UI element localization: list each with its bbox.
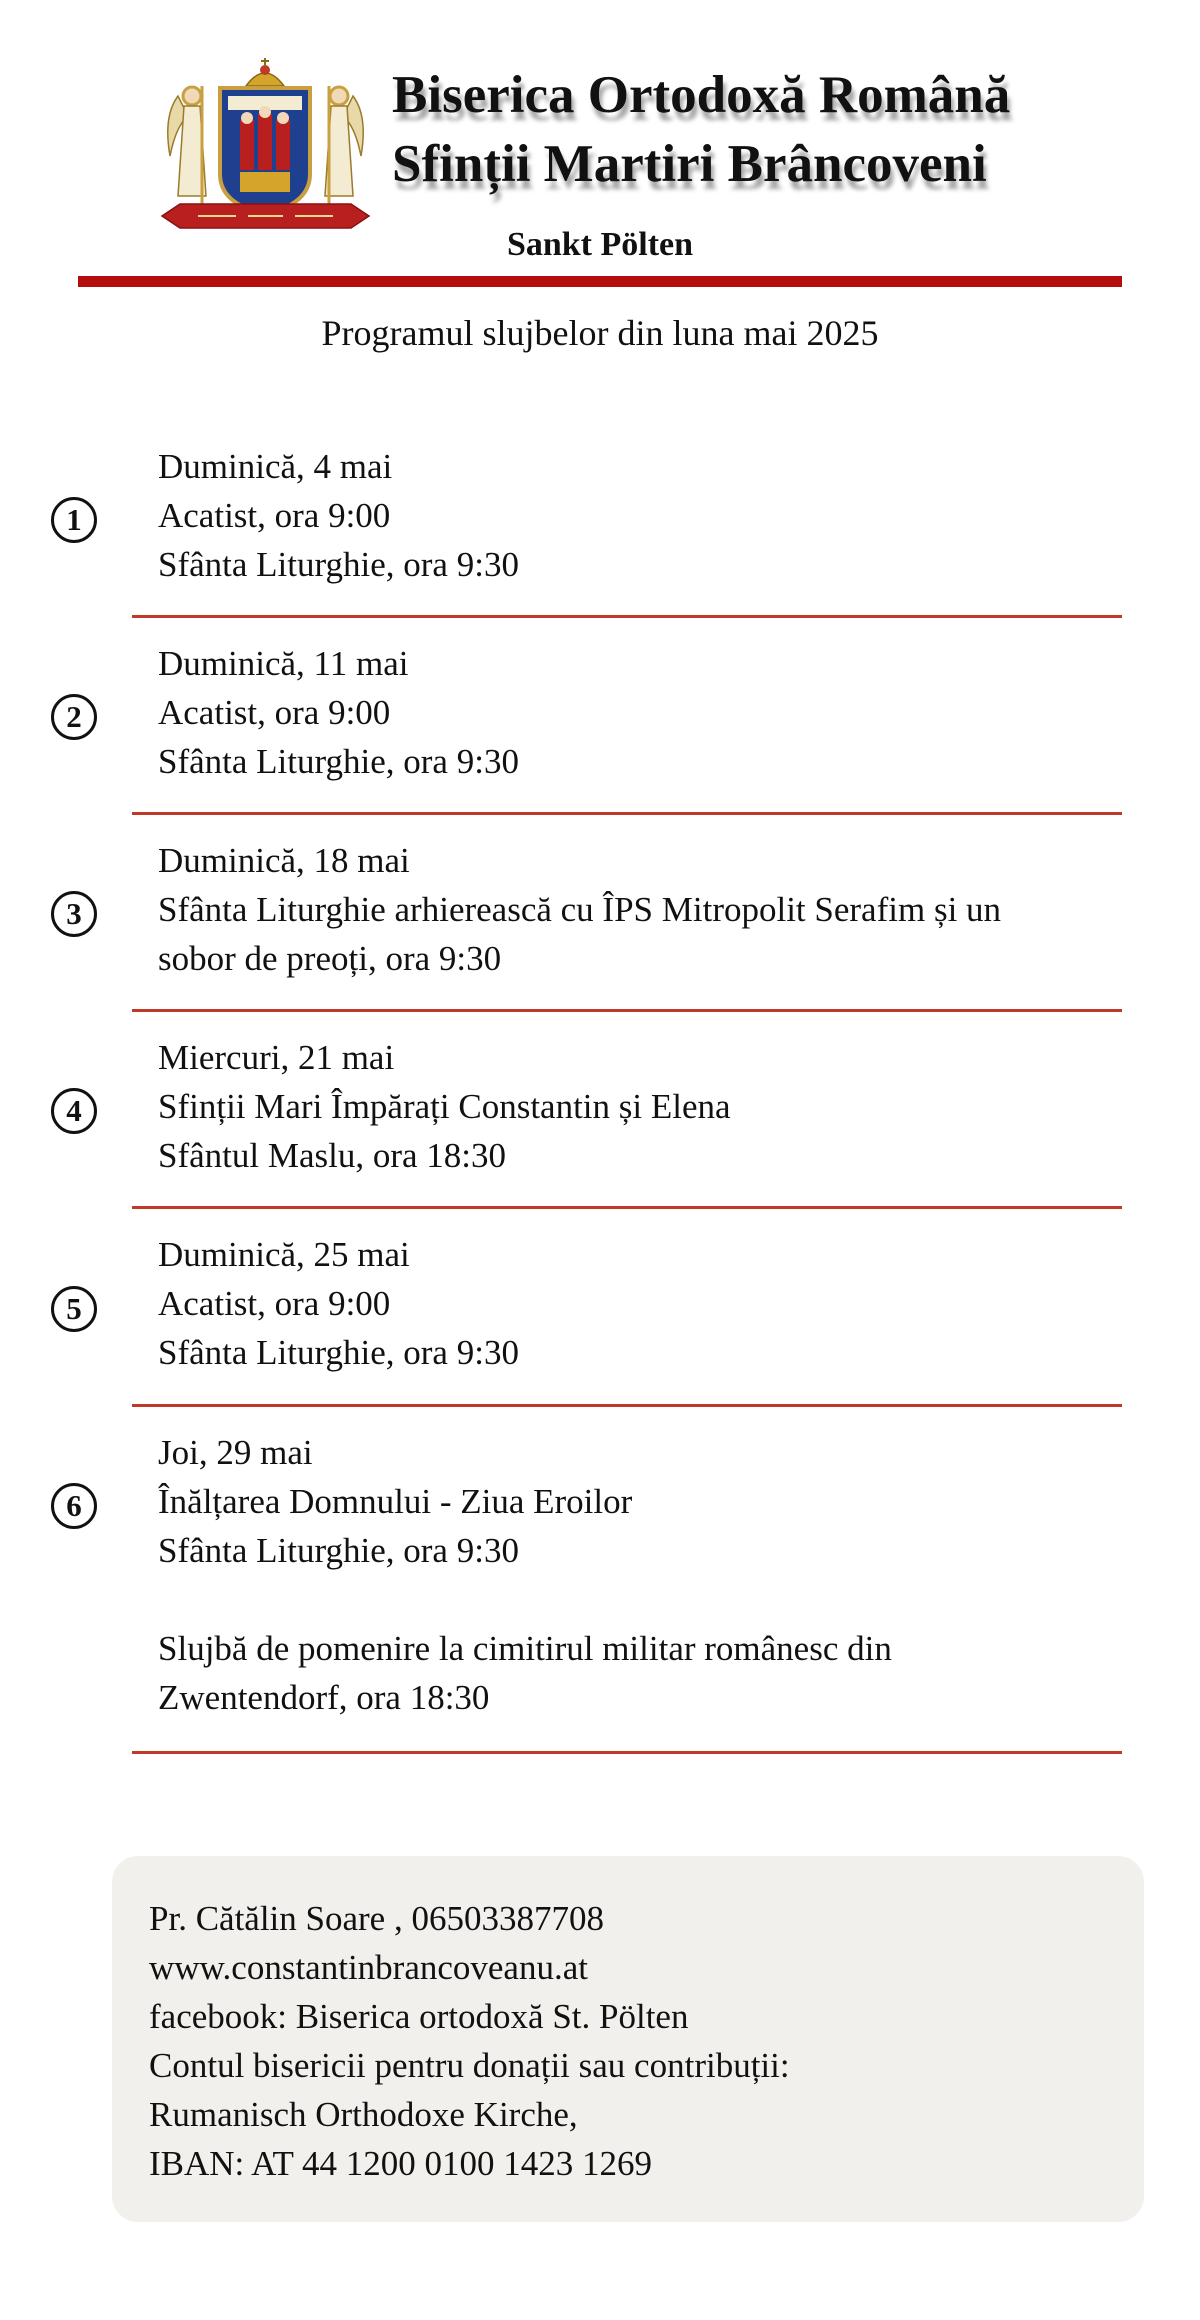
contact-box xyxy=(112,1856,1144,2222)
church-coat-of-arms-icon xyxy=(158,56,373,236)
entry-service: Zwentendorf, ora 18:30 xyxy=(158,1678,490,1717)
entry-date: Miercuri, 21 mai xyxy=(158,1038,395,1077)
entry-service: Sfinții Mari Împărați Constantin și Elena xyxy=(158,1087,731,1126)
website-link[interactable]: www.constantinbrancoveanu.at xyxy=(149,1948,588,1987)
entry-spacer xyxy=(158,1575,1098,1624)
priest-contact: Pr. Cătălin Soare , 06503387708 xyxy=(149,1899,604,1938)
entry-service: Sfântul Maslu, ora 18:30 xyxy=(158,1136,507,1175)
facebook-info: facebook: Biserica ortodoxă St. Pölten xyxy=(149,1997,689,2036)
ribbon-banner xyxy=(162,204,369,228)
heraldic-shield xyxy=(220,88,310,214)
iban-number: IBAN: AT 44 1200 0100 1423 1269 xyxy=(149,2144,652,2183)
left-angel-figure xyxy=(168,86,206,206)
entry-date: Duminică, 18 mai xyxy=(158,841,410,880)
entry-separator xyxy=(132,812,1122,815)
entry-separator xyxy=(132,1404,1122,1407)
entry-service: Sfânta Liturghie, ora 9:30 xyxy=(158,1333,519,1372)
entry-service: Acatist, ora 9:00 xyxy=(158,1284,391,1323)
entry-service: Sfânta Liturghie, ora 9:30 xyxy=(158,1531,519,1570)
entry-number-badge: 5 xyxy=(51,1286,97,1332)
church-name-line-2: Sfinții Martiri Brâncoveni xyxy=(392,135,987,193)
entry-service: Sfânta Liturghie, ora 9:30 xyxy=(158,742,519,781)
entry-number-badge: 3 xyxy=(51,891,97,937)
entry-number-badge: 6 xyxy=(51,1483,97,1529)
account-name: Rumanisch Orthodoxe Kirche, xyxy=(149,2095,578,2134)
entry-service: Sfânta Liturghie, ora 9:30 xyxy=(158,545,519,584)
entry-service: Slujbă de pomenire la cimitirul militar românesc din xyxy=(158,1629,892,1668)
entry-number-badge: 4 xyxy=(51,1088,97,1134)
header-divider xyxy=(78,276,1122,287)
entry-service: Înălțarea Domnului - Ziua Eroilor xyxy=(158,1482,633,1521)
entry-date: Duminică, 4 mai xyxy=(158,447,393,486)
entry-service: Acatist, ora 9:00 xyxy=(158,496,391,535)
entry-separator xyxy=(132,1206,1122,1209)
right-angel-figure xyxy=(325,86,363,206)
entry-separator xyxy=(132,1751,1122,1754)
city-name: Sankt Pölten xyxy=(506,226,694,263)
entry-date: Duminică, 25 mai xyxy=(158,1235,410,1274)
church-name-line-1: Biserica Ortodoxă Română xyxy=(392,66,1011,124)
entry-date: Duminică, 11 mai xyxy=(158,644,409,683)
entry-separator xyxy=(132,615,1122,618)
entry-number-badge: 1 xyxy=(51,497,97,543)
donations-label: Contul bisericii pentru donații sau contribuții: xyxy=(149,2046,790,2085)
entry-date: Joi, 29 mai xyxy=(158,1433,313,1472)
entry-separator xyxy=(132,1009,1122,1012)
entry-service: Acatist, ora 9:00 xyxy=(158,693,391,732)
entry-number-badge: 2 xyxy=(51,694,97,740)
program-title: Programul slujbelor din luna mai 2025 xyxy=(321,313,879,353)
mitre-crown xyxy=(246,58,284,86)
entry-service: sobor de preoți, ora 9:30 xyxy=(158,939,502,978)
entry-service: Sfânta Liturghie arhierească cu ÎPS Mitropolit Serafim și un xyxy=(158,890,1002,929)
